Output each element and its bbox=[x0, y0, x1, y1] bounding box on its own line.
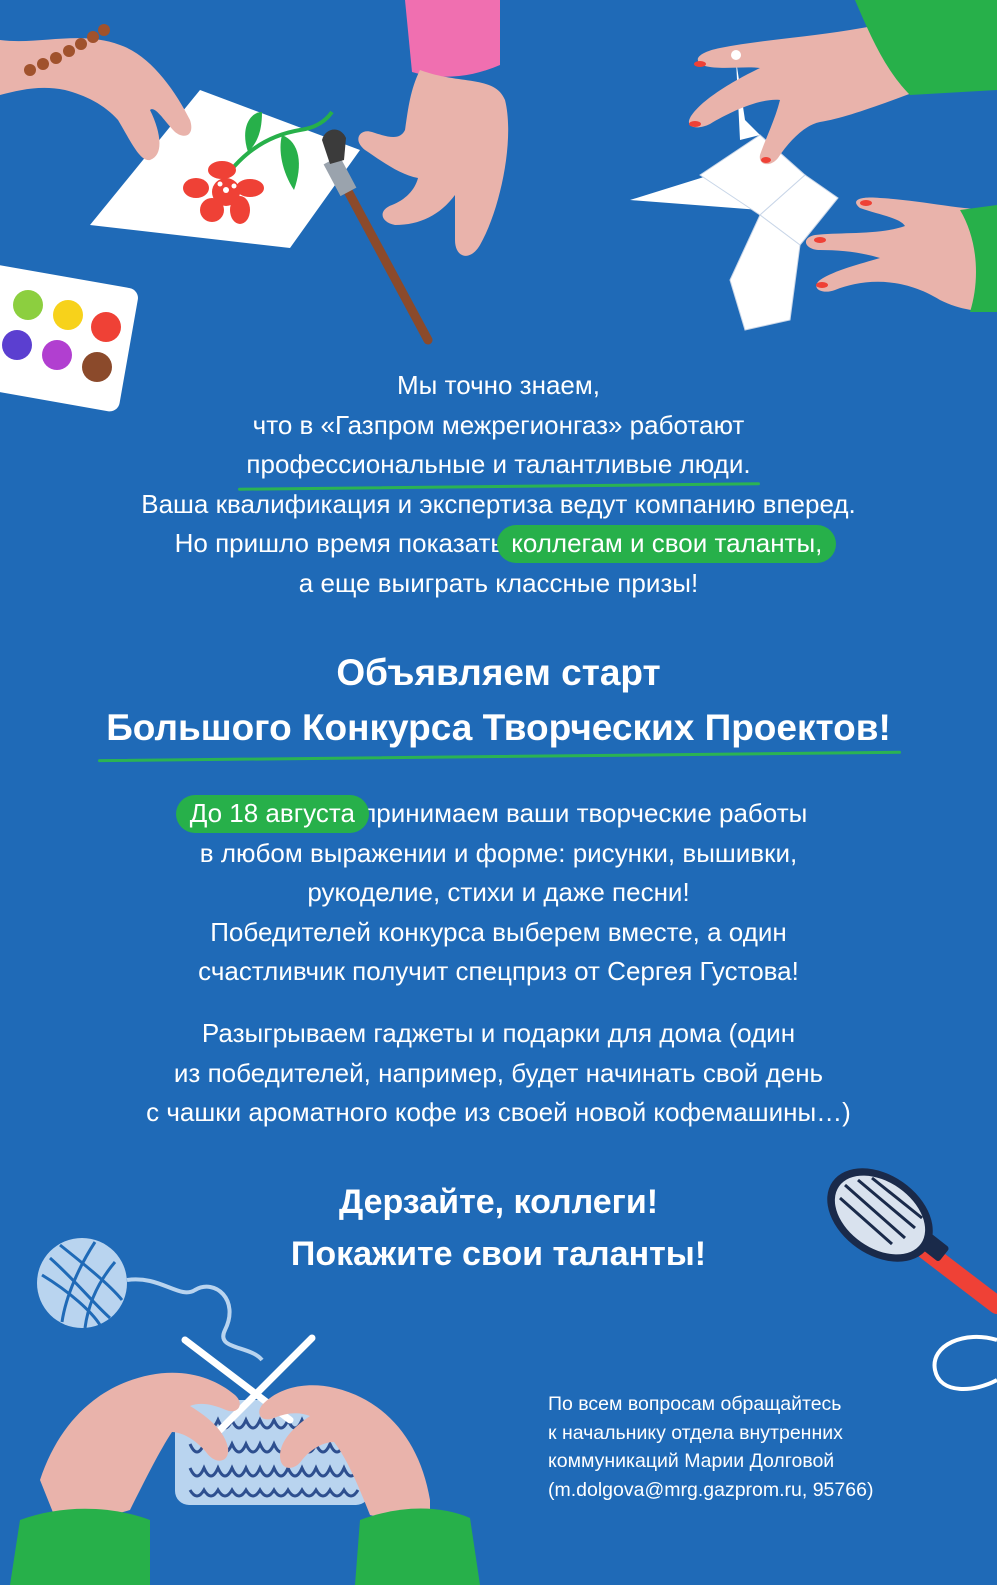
intro-line: что в «Газпром межрегионгаз» работают bbox=[252, 409, 745, 440]
call-to-action bbox=[0, 1176, 997, 1280]
deadline-highlight: До 18 августа bbox=[190, 794, 355, 834]
intro-text bbox=[0, 366, 997, 603]
intro-line: Мы точно знаем, bbox=[397, 370, 600, 400]
details-line: рукоделие, стихи и даже песни! bbox=[307, 877, 690, 907]
underlined-phrase: профессиональные и талантливые люди. bbox=[246, 445, 750, 485]
contact-info bbox=[548, 1390, 873, 1504]
origami-crane-illustration bbox=[630, 0, 997, 330]
intro-line bbox=[0, 445, 997, 485]
cta-line: Покажите свои таланты! bbox=[290, 1235, 707, 1273]
knitting-hands-illustration bbox=[10, 1338, 480, 1585]
prizes-line: с чашки ароматного кофе из своей новой кофемашины…) bbox=[146, 1097, 851, 1127]
highlighted-phrase: коллегам и свои таланты, bbox=[511, 524, 822, 564]
intro-line: а еще выиграть классные призы! bbox=[298, 567, 699, 598]
details-text bbox=[0, 794, 997, 992]
contact-line: к начальнику отдела внутренних bbox=[548, 1421, 843, 1444]
details-line: Победителей конкурса выберем вместе, а один bbox=[210, 916, 787, 947]
headline bbox=[0, 645, 997, 755]
details-line: счастливчик получит спецприз от Сергея Густова! bbox=[198, 956, 799, 986]
headline-underlined: Большого Конкурса Творческих Проектов! bbox=[106, 700, 891, 755]
prizes-text bbox=[0, 1014, 997, 1133]
prizes-line: Разыгрываем гаджеты и подарки для дома (один bbox=[201, 1018, 796, 1048]
cta-line: Дерзайте, коллеги! bbox=[338, 1183, 659, 1221]
headline-line: Объявляем старт bbox=[336, 652, 661, 693]
details-line: До 18 августа принимаем ваши творческие работы bbox=[0, 794, 997, 834]
contact-line: По всем вопросам обращайтесь bbox=[548, 1393, 842, 1415]
prizes-line: из победителей, например, будет начинать свой день bbox=[173, 1057, 824, 1088]
intro-line: Ваша квалификация и экспертиза ведут компанию вперед. bbox=[141, 488, 856, 519]
headline-line bbox=[0, 700, 997, 755]
intro-line: Но пришло время показать коллегам и свои таланты, bbox=[0, 524, 997, 564]
contact-line: коммуникаций Марии Долговой bbox=[548, 1450, 835, 1472]
details-line: в любом выражении и форме: рисунки, вышивки, bbox=[199, 837, 798, 868]
contact-email: (m.dolgova@mrg.gazprom.ru, 95766) bbox=[548, 1478, 874, 1501]
